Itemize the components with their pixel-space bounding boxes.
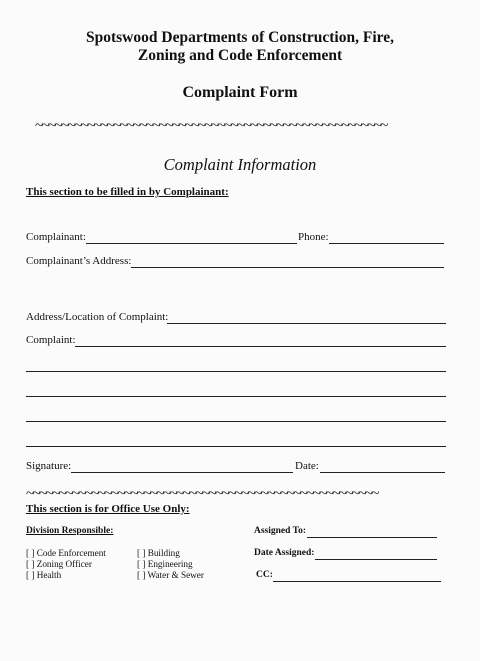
complaint-location-field[interactable]	[167, 323, 446, 324]
org-name-line2: Zoning and Code Enforcement	[137, 47, 343, 64]
division-responsible-label: Division Responsible:	[26, 526, 114, 536]
complainant-address-field[interactable]	[131, 267, 444, 268]
office-divider: ~~~~~~~~~~~~~~~~~~~~~~~~~~~~~~~~~~~~~~~~~~~~~~~~~~~~~~	[26, 486, 378, 502]
cc-field[interactable]	[273, 581, 441, 582]
complaint-field-line3[interactable]	[26, 396, 446, 397]
signature-field[interactable]	[71, 472, 293, 473]
complaint-field-line4[interactable]	[26, 421, 446, 422]
cc-label: CC:	[256, 570, 273, 580]
option-engineering[interactable]: [ ] Engineering	[137, 559, 193, 569]
org-name-line1: Spotswood Departments of Construction, Fire,	[86, 29, 394, 46]
complaint-field-line5[interactable]	[26, 446, 446, 447]
date-assigned-field[interactable]	[315, 559, 437, 560]
complainant-address-label: Complainant’s Address:	[26, 255, 132, 267]
assigned-to-field[interactable]	[307, 537, 437, 538]
complaint-field-line1[interactable]	[75, 346, 446, 347]
complaint-label: Complaint:	[26, 334, 76, 346]
complainant-section-label: This section to be filled in by Complainant:	[26, 186, 229, 198]
complainant-label: Complainant:	[26, 231, 86, 243]
header-divider: ~~~~~~~~~~~~~~~~~~~~~~~~~~~~~~~~~~~~~~~~~~~~~~~~~~~~~~	[35, 118, 387, 134]
date-label: Date:	[295, 460, 319, 472]
date-field[interactable]	[320, 472, 445, 473]
phone-label: Phone:	[298, 231, 329, 243]
option-code-enforcement[interactable]: [ ] Code Enforcement	[26, 548, 106, 558]
date-assigned-label: Date Assigned:	[254, 548, 315, 558]
office-section-label: This section is for Office Use Only:	[26, 503, 190, 515]
option-zoning-officer[interactable]: [ ] Zoning Officer	[26, 559, 92, 569]
phone-field[interactable]	[329, 243, 444, 244]
option-health[interactable]: [ ] Health	[26, 570, 62, 580]
complainant-field[interactable]	[86, 243, 297, 244]
form-title: Complaint Form	[182, 84, 298, 101]
complaint-field-line2[interactable]	[26, 371, 446, 372]
option-water-sewer[interactable]: [ ] Water & Sewer	[137, 570, 204, 580]
complaint-info-heading: Complaint Information	[163, 155, 317, 174]
option-building[interactable]: [ ] Building	[137, 548, 180, 558]
complaint-location-label: Address/Location of Complaint:	[26, 311, 169, 323]
assigned-to-label: Assigned To:	[254, 526, 307, 536]
signature-label: Signature:	[26, 460, 72, 472]
